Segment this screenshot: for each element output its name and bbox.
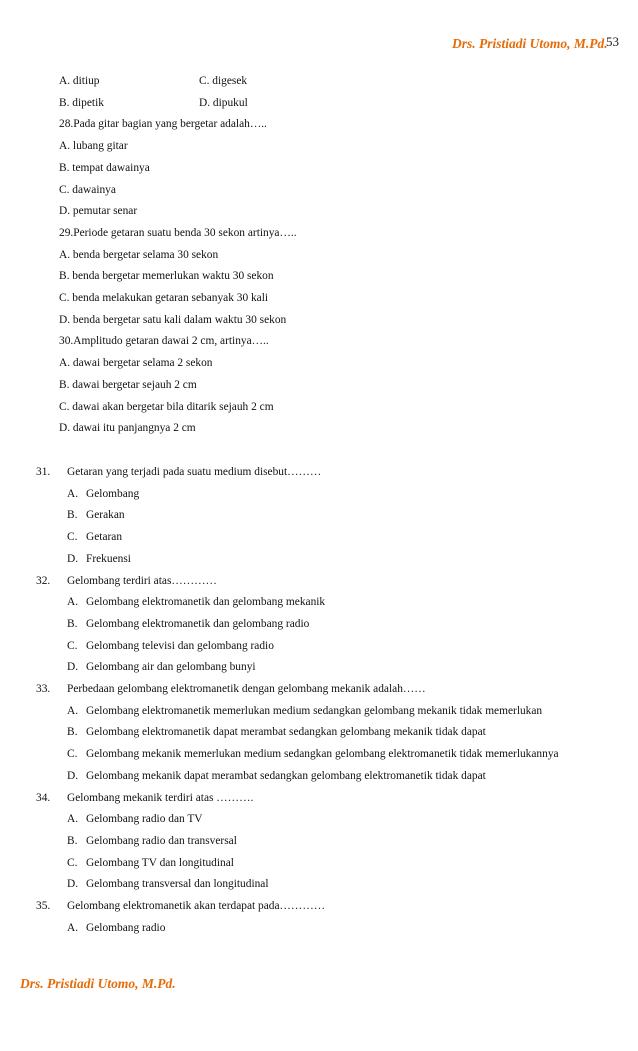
text-line: A. lubang gitar	[59, 140, 128, 153]
text-line: 30.Amplitudo getaran dawai 2 cm, artinya…..	[59, 335, 269, 348]
question-number: 32.	[36, 574, 51, 587]
option-letter: D.	[67, 878, 79, 891]
option-text: Frekuensi	[86, 552, 131, 565]
option-text: Getaran	[86, 531, 123, 544]
text-line: D. benda bergetar satu kali dalam waktu 30 sekon	[59, 313, 287, 326]
option-letter: D.	[67, 661, 79, 674]
option-row	[59, 96, 248, 110]
option-letter: B.	[67, 834, 78, 847]
option-text: Gelombang mekanik dapat merambat sedangkan gelombang elektromanetik tidak dapat	[86, 769, 486, 782]
question-text: Gelombang terdiri atas…………	[67, 574, 217, 587]
option-letter: C.	[67, 639, 78, 652]
question-number: 34.	[36, 791, 51, 804]
option-letter: C.	[67, 856, 78, 869]
text-line: 28.Pada gitar bagian yang bergetar adalah…..	[59, 118, 267, 131]
text-line: C. dawainya	[59, 183, 116, 196]
text-line: B. tempat dawainya	[59, 161, 150, 174]
question-text: Getaran yang terjadi pada suatu medium disebut………	[67, 466, 322, 478]
option-text: Gelombang radio	[86, 921, 166, 934]
option-text: Gelombang mekanik memerlukan medium sedangkan gelombang elektromanetik tidak memerlukannya	[86, 748, 559, 761]
question-text: Gelombang elektromanetik akan terdapat pada…………	[67, 900, 326, 912]
text-line: B. dawai bergetar sejauh 2 cm	[59, 378, 197, 391]
option-text: Gelombang elektromanetik dan gelombang mekanik	[86, 596, 326, 609]
option-letter: D.	[67, 769, 79, 782]
question-text: Perbedaan gelombang elektromanetik dengan gelombang mekanik adalah……	[67, 683, 426, 695]
option-text: Gelombang radio dan TV	[86, 813, 203, 826]
option-right: D. dipukul	[199, 96, 248, 109]
option-letter: C.	[67, 531, 78, 544]
option-text: Gelombang transversal dan longitudinal	[86, 878, 269, 891]
option-letter: A.	[67, 704, 79, 717]
question-number: 33.	[36, 683, 51, 695]
option-right: C. digesek	[199, 75, 248, 87]
text-line: D. pemutar senar	[59, 205, 138, 218]
option-letter: A.	[67, 921, 79, 934]
option-left: B. dipetik	[59, 96, 104, 109]
page-number: 53	[606, 34, 619, 49]
option-letter: C.	[67, 748, 78, 761]
option-text: Gerakan	[86, 509, 125, 522]
option-text: Gelombang televisi dan gelombang radio	[86, 639, 274, 652]
option-text: Gelombang	[86, 487, 140, 500]
question-number: 35.	[36, 900, 51, 912]
header-author: Drs. Pristiadi Utomo, M.Pd.	[452, 36, 608, 51]
option-letter: B.	[67, 617, 78, 630]
option-text: Gelombang TV dan longitudinal	[86, 856, 234, 869]
text-line: D. dawai itu panjangnya 2 cm	[59, 422, 196, 435]
option-letter: D.	[67, 552, 79, 565]
text-line: A. dawai bergetar selama 2 sekon	[59, 357, 213, 370]
question-text: Gelombang mekanik terdiri atas ……….	[67, 791, 254, 804]
option-text: Gelombang radio dan transversal	[86, 834, 237, 847]
option-letter: B.	[67, 509, 78, 522]
text-line: C. dawai akan bergetar bila ditarik sejauh 2 cm	[59, 400, 274, 413]
text-line: C. benda melakukan getaran sebanyak 30 kali	[59, 292, 269, 304]
text-line: B. benda bergetar memerlukan waktu 30 sekon	[59, 270, 274, 283]
option-text: Gelombang elektromanetik memerlukan medium sedangkan gelombang mekanik tidak memerlukan	[86, 704, 543, 717]
footer-author: Drs. Pristiadi Utomo, M.Pd.	[20, 976, 176, 991]
option-letter: B.	[67, 726, 78, 739]
text-line: A. benda bergetar selama 30 sekon	[59, 248, 219, 261]
option-letter: A.	[67, 813, 79, 826]
option-text: Gelombang elektromanetik dan gelombang radio	[86, 617, 310, 630]
option-text: Gelombang air dan gelombang bunyi	[86, 661, 256, 674]
option-row	[59, 74, 248, 88]
option-letter: A.	[67, 596, 79, 609]
option-letter: A.	[67, 487, 79, 500]
option-left: A. ditiup	[59, 75, 100, 87]
text-line: 29.Periode getaran suatu benda 30 sekon artinya…..	[59, 226, 297, 239]
option-text: Gelombang elektromanetik dapat merambat sedangkan gelombang mekanik tidak dapat	[86, 726, 486, 739]
question-number: 31.	[36, 466, 51, 478]
